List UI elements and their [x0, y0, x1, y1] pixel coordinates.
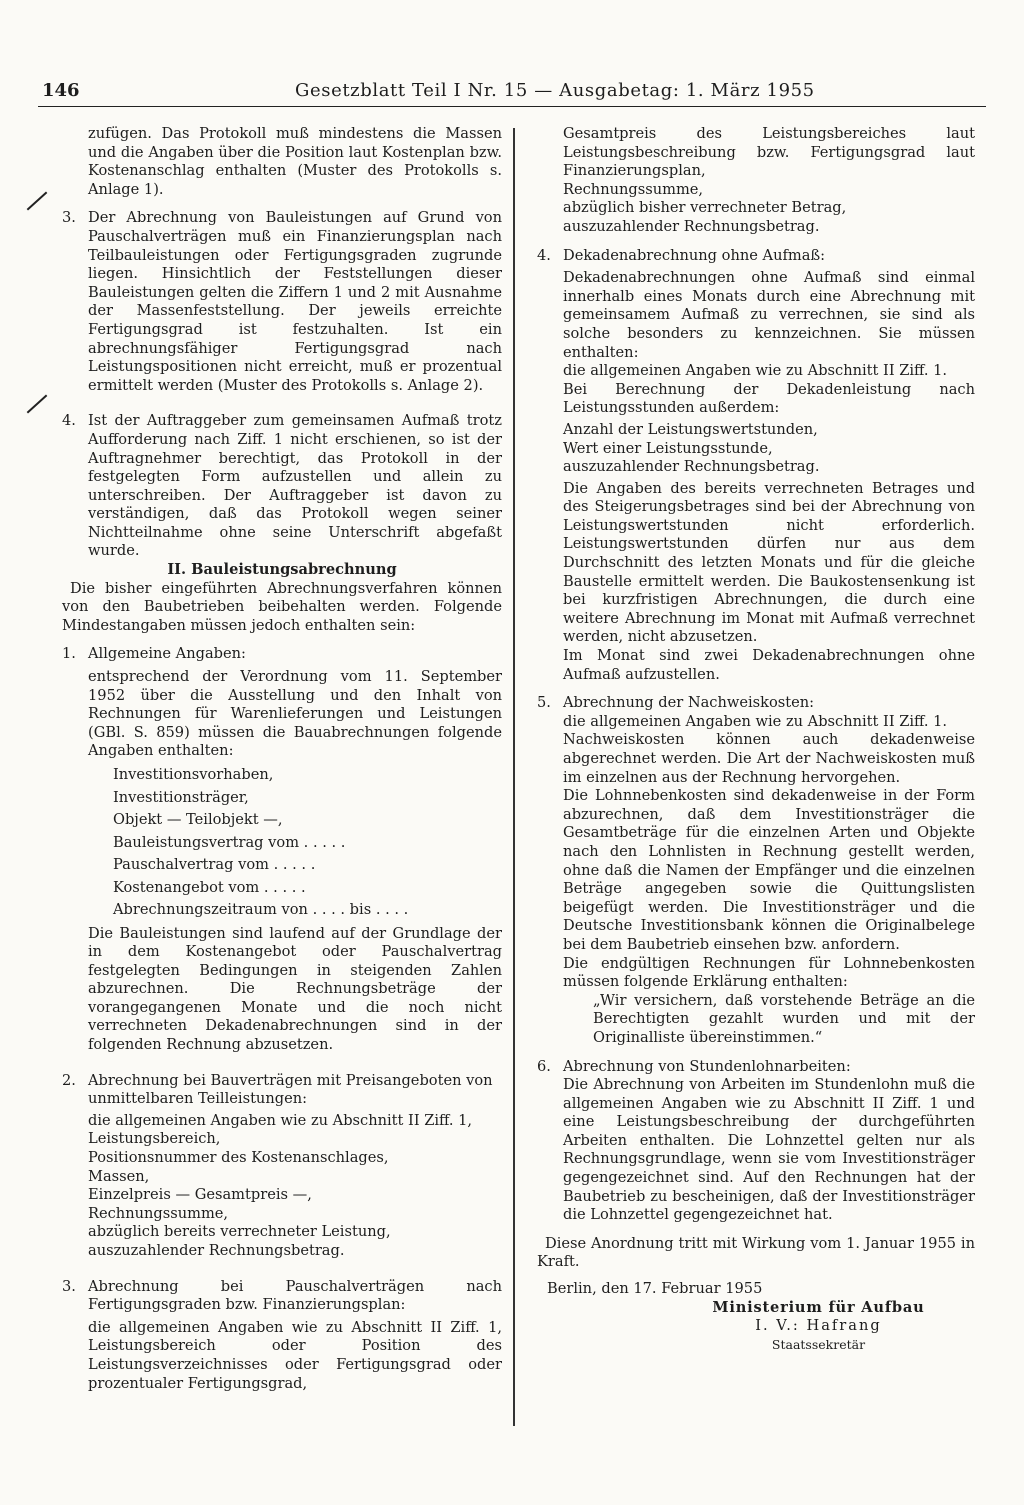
list-item: abzüglich bisher verrechneter Betrag, — [563, 199, 847, 217]
subsection-text: Die Lohnnebenkosten sind dekadenweise in der Form abzurechnen, daß dem Investitionsträger die Gesamtbeträge für die einzelnen Arten und Objekte nach den Lohnlisten in Rechnung gestellt werden, ohne daß die Namen der Empfänger und die einzelnen Beträge angegeben sowie die Quittungslisten beigefügt werden. Die Investitionsträger und die Deutsche Investitionsbank können die Originalbelege bei dem Baubetrieb einsehen bzw. anfordern. — [563, 787, 975, 953]
continuation-paragraph: zufügen. Das Protokoll muß mindestens die Massen und die Angaben über die Position laut Kostenplan bzw. Kostenanschlag enthalten (Muster des Protokolls s. Anlage 1). — [88, 125, 502, 198]
subsection-title: Abrechnung von Stundenlohnarbeiten: — [563, 1057, 851, 1075]
subsection-title: Abrechnung bei Pauschalverträgen nach Fertigungsgraden bzw. Finanzierungsplan: — [88, 1277, 502, 1314]
list-item: Investitionsvorhaben, — [113, 766, 274, 783]
page-header — [38, 78, 986, 107]
continuation-paragraph: Gesamtpreis des Leistungsbereiches laut Leistungsbeschreibung bzw. Fertigungsgrad laut Finanzierungsplan, — [563, 125, 975, 180]
subsection-6 — [537, 1058, 975, 1225]
subsection-text: Im Monat sind zwei Dekadenabrechnungen ohne Aufmaß aufzustellen. — [563, 647, 975, 683]
list-item: Einzelpreis — Gesamtpreis —, — [88, 1186, 312, 1204]
list-item: auszuzahlender Rechnungsbetrag. — [88, 1242, 345, 1259]
section-heading: II. Bauleistungsabrechnung — [167, 561, 397, 579]
subsection-2 — [62, 1072, 502, 1261]
list-item: Bauleistungsvertrag vom . . . . . — [113, 833, 346, 851]
declaration-quote: „Wir versichern, daß vorstehende Beträge an die Berechtigten gezahlt wurden und mit der Originalliste übereinstimmen.“ — [593, 991, 975, 1046]
item-number: 1. — [62, 645, 76, 663]
list-item: Investitionsträger, — [113, 788, 249, 806]
subsection-text: die allgemeinen Angaben wie zu Abschnitt II Ziff. 1. — [563, 712, 948, 730]
section-intro: Die bisher eingeführten Abrechnungsverfahren können von den Baubetrieben beibehalten werden. Folgende Mindestangaben müssen jedoch enthalten sein: — [62, 579, 502, 634]
subsection-4 — [537, 247, 975, 685]
running-title: Gesetzblatt Teil I Nr. 15 — Ausgabetag: 1. März 1955 — [295, 80, 815, 101]
list-item: Positionsnummer des Kostenanschlages, — [88, 1149, 389, 1167]
subsection-text: die allgemeinen Angaben wie zu Abschnitt II Ziff. 1. — [563, 362, 948, 380]
page-number: 146 — [42, 80, 80, 101]
effective-date-clause: Diese Anordnung tritt mit Wirkung vom 1. Januar 1955 in Kraft. — [537, 1234, 975, 1271]
list-item: Leistungsbereich, — [88, 1130, 221, 1148]
subsection-text: Die Bauleistungen sind laufend auf der Grundlage der in dem Kostenangebot oder Pauschalvertrag festgelegten Bedingungen in steigenden Zahlen abzurechnen. Die Rechnungsbeträge der vorangegangenen Monate und die noch nicht verrechneten Dekadenabrechnungen sind in der folgenden Rechnung abzusetzen. — [88, 924, 502, 1054]
subsection-3 — [62, 1278, 502, 1394]
subsection-text: die allgemeinen Angaben wie zu Abschnitt II Ziff. 1, Leistungsbereich oder Position des Leistungsverzeichnisses oder Fertigungsgrad oder prozentualer Fertigungsgrad, — [88, 1318, 502, 1392]
subsection-text: Die Abrechnung von Arbeiten im Stundenlohn muß die allgemeinen Angaben wie zu Abschnitt II Ziff. 1 und eine Leistungsbeschreibung der durchgeführten Arbeiten enthalten. Die Lohnzettel gelten nur als Rechnungsgrundlage, wenn sie vom Investitionsträger gegengezeichnet sind. Auf den Rechnungen hat der Baubetrieb zu bescheinigen, daß der Investitionsträger die Lohnzettel gegengezeichnet hat. — [563, 1076, 975, 1224]
list-item: Massen, — [88, 1167, 150, 1185]
signatory: I. V.: Hafrang — [755, 1317, 882, 1335]
list-item: die allgemeinen Angaben wie zu Abschnitt II Ziff. 1, — [88, 1111, 473, 1129]
item-number: 3. — [62, 1277, 76, 1295]
subsection-text: entsprechend der Verordnung vom 11. September 1952 über die Ausstellung und den Inhalt von Rechnungen für Warenlieferungen und Leistungen (GBl. S. 859) müssen die Bauabrechnungen folgende Angaben enthalten: — [88, 668, 502, 760]
item-3 — [62, 209, 502, 395]
list-item: auszuzahlender Rechnungsbetrag. — [563, 458, 820, 476]
subsection-title: Allgemeine Angaben: — [88, 645, 246, 663]
subsection-title: Abrechnung bei Bauverträgen mit Preisangeboten von unmittelbaren Teilleistungen: — [88, 1071, 493, 1108]
list-item: Objekt — Teilobjekt —, — [113, 811, 283, 828]
item-number: 3. — [62, 209, 76, 227]
subsection-title: Abrechnung der Nachweiskosten: — [563, 694, 815, 712]
item-number: 6. — [537, 1057, 551, 1075]
item-number: 4. — [62, 412, 76, 430]
item-number: 4. — [537, 246, 551, 264]
right-column — [537, 125, 975, 1354]
place-date: Berlin, den 17. Februar 1955 — [547, 1280, 763, 1298]
item-text: Der Abrechnung von Bauleistungen auf Grund von Pauschalverträgen muß ein Finanzierungsplan nach Teilbauleistungen oder Fertigungsgraden zugrunde liegen. Hinsichtlich der Feststellungen dieser Bauleistungen gelten die Ziffern 1 und 2 mit Ausnahme der Massenfeststellung. Der jeweils erreichte Fertigungsgrad ist festzuhalten. Ist ein abrechnungsfähiger Fertigungsgrad nach Leistungspositionen nicht erreicht, muß er prozentual ermittelt werden (Muster des Protokolls s. Anlage 2). — [88, 209, 502, 394]
margin-mark — [27, 192, 48, 211]
subsection-text: Bei Berechnung der Dekadenleistung nach Leistungsstunden außerdem: — [563, 380, 975, 417]
item-number: 5. — [537, 694, 551, 712]
list-item: Wert einer Leistungsstunde, — [563, 439, 773, 457]
signatory-role: Staatssekretär — [771, 1336, 866, 1352]
subsection-title: Dekadenabrechnung ohne Aufmaß: — [563, 246, 826, 264]
subsection-text: Dekadenabrechnungen ohne Aufmaß sind einmal innerhalb eines Monats durch eine Abrechnung mit gemeinsamem Aufmaß zu verrechnen, sie sind als solche besonders zu kennzeichnen. Sie müssen enthalten: — [563, 269, 975, 361]
list-item: Abrechnungszeitraum von . . . . bis . . . . — [113, 901, 409, 918]
column-rule — [513, 128, 515, 1426]
item-number: 2. — [62, 1071, 76, 1089]
subsection-1 — [62, 645, 502, 1054]
list-item: Anzahl der Leistungswertstunden, — [563, 420, 818, 438]
list-item: Kostenangebot vom . . . . . — [113, 878, 306, 896]
list-item: Rechnungssumme, — [563, 180, 704, 198]
list-item: Pauschalvertrag vom . . . . . — [113, 856, 316, 873]
required-fields-list — [88, 764, 502, 922]
subsection-text: Die Angaben des bereits verrechneten Betrages und des Steigerungsbetrages sind bei der Abrechnung von Leistungswertstunden nicht erforderlich. Leistungswertstunden dürfen nur aus dem Durchschnitt des letzten Monats und für die gleiche Baustelle ermittelt werden. Die Baukostensenkung ist bei kurzfristigen Abrechnungen, die durch eine weitere Abrechnung im Monat mit Aufmaß verrechnet werden, nicht abzusetzen. — [563, 479, 975, 646]
ministry-name: Ministerium für Aufbau — [712, 1298, 925, 1316]
list-item: auszuzahlender Rechnungsbetrag. — [563, 217, 820, 235]
list-item: Rechnungssumme, — [88, 1204, 229, 1222]
item-4 — [62, 412, 502, 561]
subsection-text: Nachweiskosten können auch dekadenweise abgerechnet werden. Die Art der Nachweiskosten muß im einzelnen aus der Rechnung hervorgehen. — [563, 731, 975, 786]
list-item: abzüglich bereits verrechneter Leistung, — [88, 1223, 391, 1241]
subsection-text: Die endgültigen Rechnungen für Lohnnebenkosten müssen folgende Erklärung enthalten: — [563, 954, 975, 991]
left-column — [62, 125, 502, 1393]
margin-mark — [27, 395, 48, 414]
subsection-5 — [537, 694, 975, 1047]
item-text: Ist der Auftraggeber zum gemeinsamen Aufmaß trotz Aufforderung nach Ziff. 1 nicht erschienen, so ist der Auftragnehmer berechtigt, das Protokoll in der festgelegten Form aufzustellen und allein zu unterschreiben. Der Auftraggeber ist davon zu verständigen, daß das Protokoll wegen seiner Nichtteilnahme ohne seine Unterschrift abgefaßt wurde. — [88, 412, 502, 560]
